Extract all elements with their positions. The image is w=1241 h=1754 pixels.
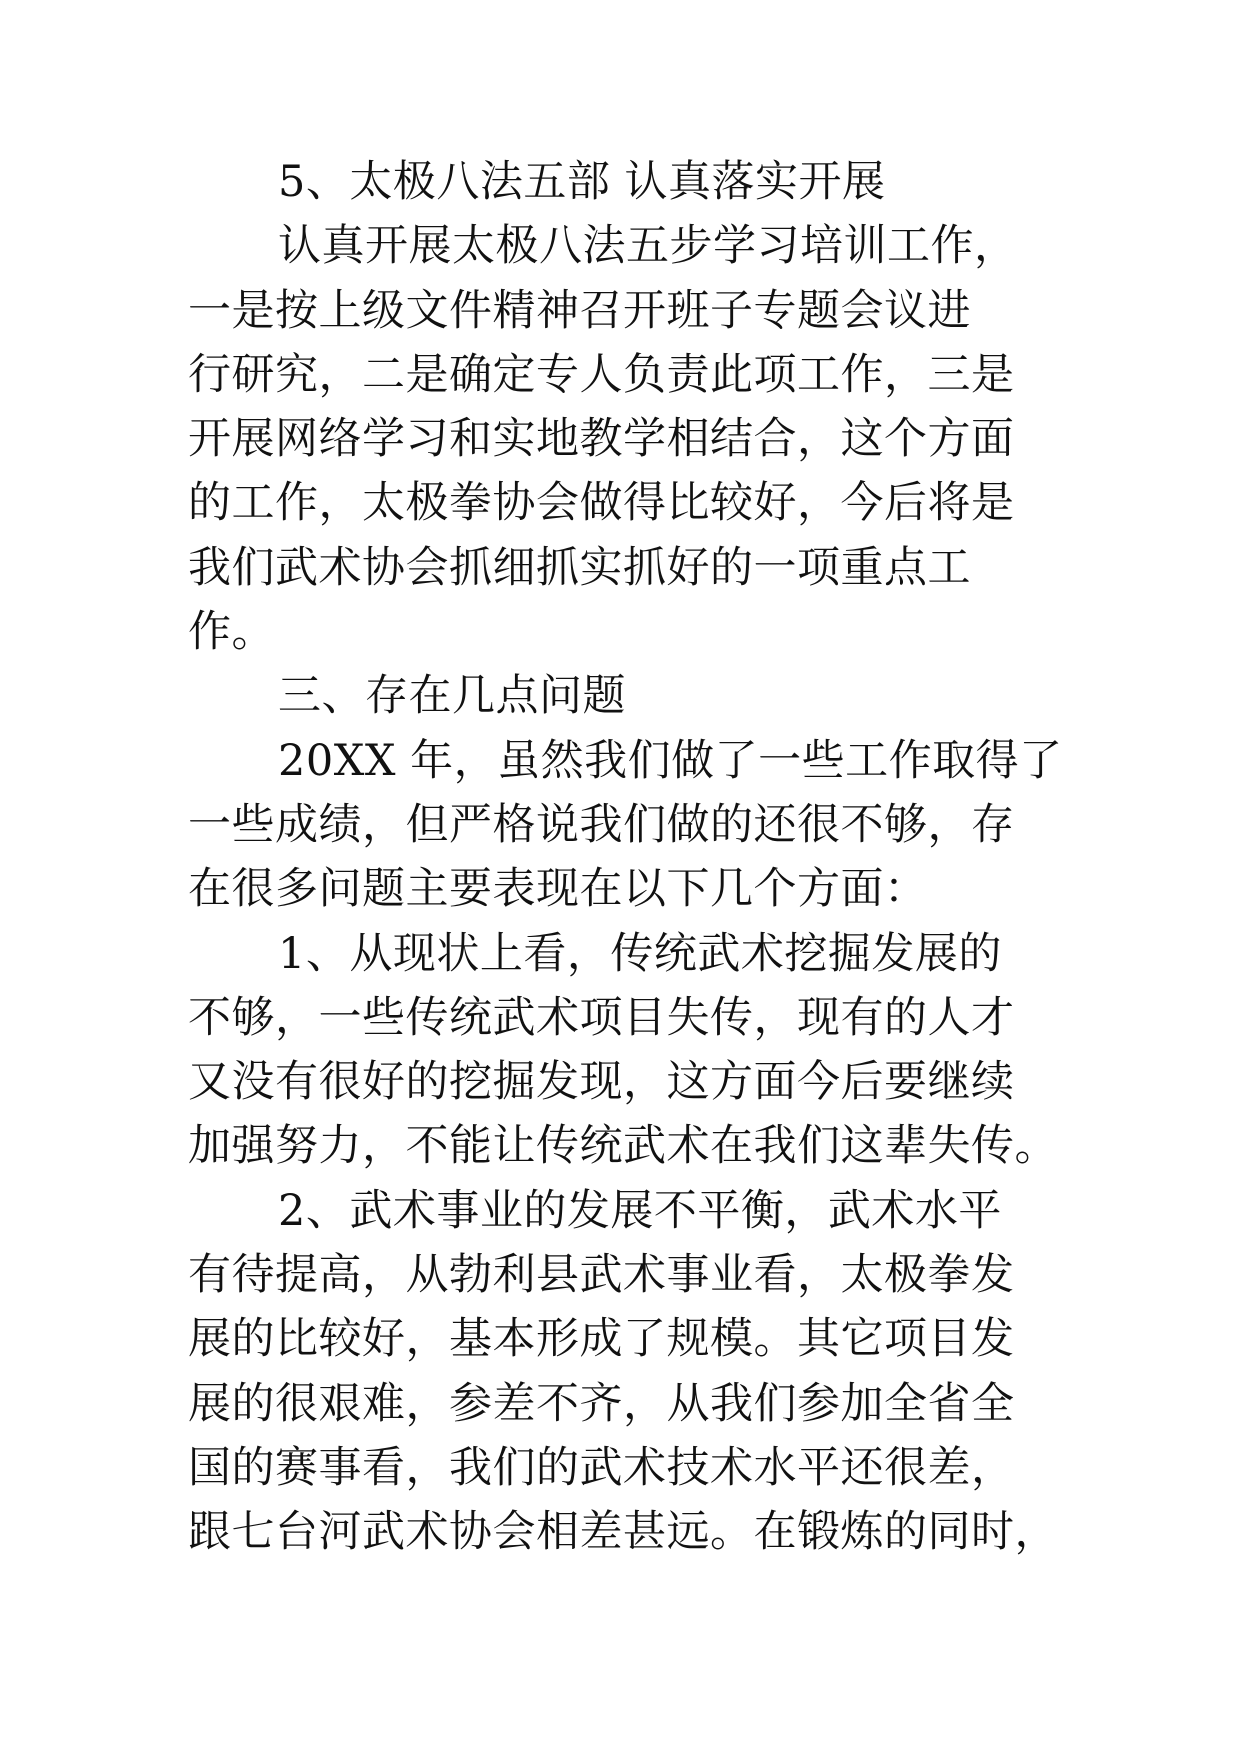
text-line: 认真开展太极八法五步学习培训工作，	[278, 221, 1018, 272]
text-line: 作。	[188, 607, 275, 658]
text-line: 2、武术事业的发展不平衡，武术水平	[278, 1185, 1002, 1236]
text-line: 加强努力，不能让传统武术在我们这辈失传。	[188, 1121, 1058, 1172]
text-line: 5、太极八法五部 认真落实开展	[278, 157, 886, 207]
text-line: 国的赛事看，我们的武术技术水平还很差，	[188, 1442, 1015, 1493]
text-line: 开展网络学习和实地教学相结合，这个方面	[188, 414, 1015, 465]
text-line: 展的比较好，基本形成了规模。其它项目发	[188, 1314, 1015, 1365]
text-line: 展的很艰难，参差不齐，从我们参加全省全	[188, 1378, 1015, 1429]
text-line: 的工作，太极拳协会做得比较好，今后将是	[188, 478, 1015, 529]
document-body	[188, 150, 1068, 1565]
text-line: 行研究，二是确定专人负责此项工作，三是	[188, 349, 1015, 400]
text-line: 1、从现状上看，传统武术挖掘发展的	[278, 928, 1002, 979]
text-line: 20XX 年，虽然我们做了一些工作取得了	[278, 735, 1063, 786]
text-line: 一些成绩，但严格说我们做的还很不够，存	[188, 799, 1015, 850]
text-line: 又没有很好的挖掘发现，这方面今后要继续	[188, 1057, 1015, 1108]
text-line: 我们武术协会抓细抓实抓好的一项重点工	[188, 542, 971, 593]
section-heading: 三、存在几点问题	[278, 671, 626, 722]
text-line: 在很多问题主要表现在以下几个方面：	[188, 864, 928, 915]
text-line: 有待提高，从勃利县武术事业看，太极拳发	[188, 1250, 1015, 1301]
text-line: 一是按上级文件精神召开班子专题会议进	[188, 285, 971, 336]
text-line: 跟七台河武术协会相差甚远。在锻炼的同时，	[188, 1507, 1058, 1558]
text-line: 不够，一些传统武术项目失传，现有的人才	[188, 992, 1015, 1043]
